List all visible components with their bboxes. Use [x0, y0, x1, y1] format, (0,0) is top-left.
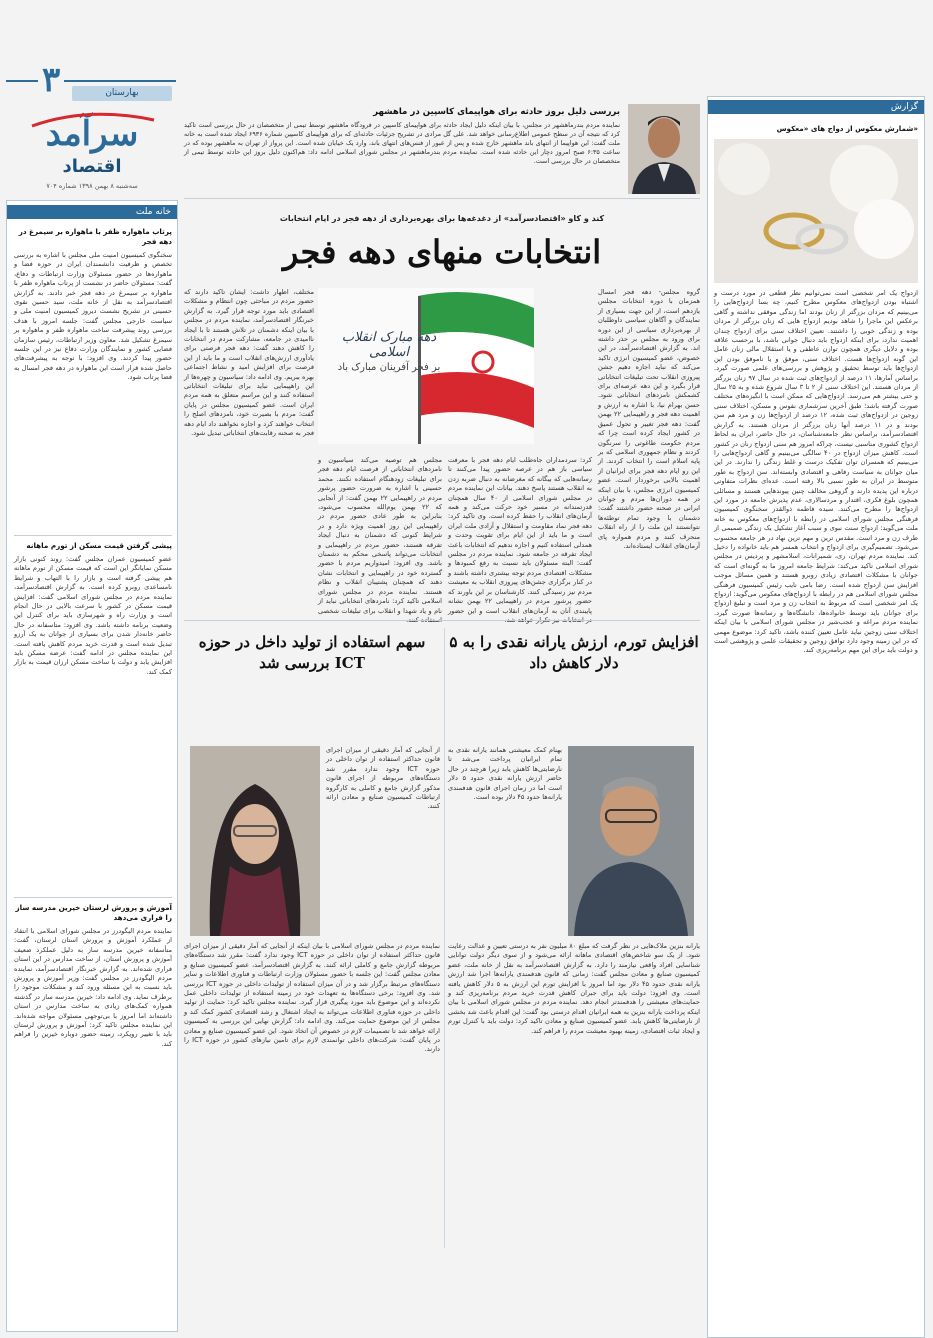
subsidy-photo [568, 746, 694, 936]
brand-logo [8, 108, 176, 198]
news-brief-tag: خانه ملت [135, 207, 171, 217]
main-kicker: کند و کاو «اقتصادسرآمد» از دغدغه‌ها برای بهره‌برداری از دهه فجر در ایام انتخابات [279, 214, 605, 223]
brief-divider-2 [14, 897, 172, 898]
top-story-divider [184, 198, 700, 199]
portrait-image [568, 746, 694, 936]
main-headline: انتخابات منهای دهه فجر [282, 233, 602, 271]
brief-body-2: عضو کمیسیون عمران مجلس گفت: روند کنونی بازار مسکن نمایانگر این است که قیمت مسکن از تورم ماهانه هم پیشی گرفته است و بازار را با التهاب و شرایط نامساعدی روبرو کرده است. به گزارش اقتصادسرآمد، نماینده مردم در مجلس شورای اسلامی گفت: افزایش قیمت مسکن در کشور با سرعت بالایی در حال انجام است و وزارت راه و شهرسازی باید برای کنترل این وضعیت برنامه داشته باشد. وی افزود: متاسفانه در حال حاضر خانه‌دار شدن برای بسیاری از جوانان به یک آرزو تبدیل شده است و قدرت خرید مردم کاهش یافته است. این نماینده مجلس در ادامه گفت: عرضه مسکن باید افزایش یابد و دولت با ساخت مسکن ارزان قیمت به بازار کمک کند. [14, 555, 172, 676]
ict-headline: سهم استفاده از تولید داخل در حوزه ICT بررسی شد [198, 633, 426, 672]
ict-photo [190, 746, 320, 936]
report-header [708, 100, 924, 114]
brief-title-2: پیشی گرفتن قیمت مسکن از تورم ماهانه [26, 541, 172, 550]
top-story [184, 104, 700, 196]
portrait-image [628, 104, 700, 194]
brand-sub: اقتصاد [62, 156, 122, 177]
section-tag: بهارستان [72, 86, 172, 101]
subsidy-body: یارانه بنزین ملاک‌هایی در نظر گرفت که مبلغ ۸۰ میلیون نفر به درستی تعیین و عدالت رعایت شود. از یک سو شاخص‌های اقتصادی ماهانه ارائه می‌شود و از سوی دیگر دولت توانایی شناسایی افراد واقعی نیازمند را دارد. به گزارش اقتصادسرآمد به نقل از خانه ملت، عضو کمیسیون صنایع و معادن مجلس گفت: زمانی که قانون هدفمندی یارانه‌ها اجرا شد ارزش یارانه نقدی حدود ۴۵ دلار بود اما امروز با افزایش تورم این ارزش به ۵ دلار کاهش یافته است. وی افزود: دولت باید برای جبران کاهش قدرت خرید مردم برنامه‌ریزی کند و حمایت‌های معیشتی را هدفمند‌تر انجام دهد. نماینده مردم در مجلس شورای اسلامی با بیان اینکه پرداخت یارانه بنزین به همه ایرانیان اقدام درستی بود گفت: این اقدام باعث شد بخشی از نارضایتی‌ها کاهش یابد. عضو کمیسیون صنایع و معادن تاکید کرد: دولت باید با کنترل تورم و ایجاد ثبات اقتصادی، زمینه بهبود معیشت مردم را فراهم کند. [448, 942, 701, 1035]
report-title: شمارش معکوس از دواج های «معکوس» [776, 124, 918, 133]
report-body: ازدواج یک امر شخصی است نمی‌توانیم نظر قطعی در مورد درست و اشتباه بودن ازدواج‌های معکوس مطرح کنیم، چه بسا ازدواج‌هایی را می‌بینیم که مردان بزرگتر از زنان بودند اما زندگی موفقی نداشته و گاهی برعکس این ماجرا را شاهد بودیم ازدواج هایی که زنان بزرگتر از مردان بوده و زندگی خوبی را داشتند. تعیین اختلاف سنی برای ازدواج چندان اهمیت ندارد، برای اینکه ازدواج باید دنبال جوانی باشد، با برحسب علاقه بوده و دلایل دیگری همچون توازن عاطفی و یا استقلال مالی زنان عامل این گونه ازدواج‌ها هست. اختلاف سنی، موفق و یا ناموفق بودن این ازدواج‌ها باید توسط تحقیق و پژوهش و بررسی‌های علمی صورت گیرد. براساس آمارها، ۱۱ درصد از ازدواج‌های ثبت شده در سال ۹۷ زنان بزرگتر از مردان هستند. این اختلاف سنی از ۲ تا ۳ سال شروع شده و به ۲۵ سال و حتی بیشتر هم می‌رسد. ازدواج‌هایی که ممکن است با انگیزه‌های مختلف صورت گرفته باشد؛ طبق آخرین سرشماری نفوس و مسکن، اختلاف سنی زوجین در ازدواج‌های ثبت شده، ۱۲ درصد از ازدواج‌ها زن و مرد هم سن بودند و در ۱۱ درصد آنها زنان بزرگتر از مردان هستند. به گزارش اقتصادسرآمد، براساس نظر جامعه‌شناسان، در حال حاضر، ایران به لحاظ ازدواج کشوری مناسبی نیست، چراکه امروز هم سنی ازدواج زنان در کشور است. کاهش میزان ازدواج در ۴۰ سالگی می‌بینیم و گاهی ازدواج‌هایی را می‌بینیم که همسران توان تفکیک درست و غلط زندگی را ندارند. در این میان جوانان به سیاست رفاهی و اقتصادی وابسته‌اند. سن ازدواج به طور متوسط در ایران به طور نسبی بالا رفته است. عده‌ای نظرات متفاوتی درباره این پدیده دارند و گروهی مخالف چنین پیوندهایی هستند و مسائلی همچون بلوغ فکری، اقتدار و مردسالاری، عدم پذیرش جامعه در مورد این ازدواج‌ها را مطرح می‌کنند. سیده فاطمه ذوالقدر سخنگوی کمیسیون فرهنگی مجلس شورای اسلامی در رابطه با ازدواج‌های معکوس به خانه ملت می‌گوید: ازدواج سنت نبوی و سبب آغاز تشکیل یک زندگی صمیمی از طرف زن و مرد است. مقدس ترین و مهم ترین نهاد در هر جامعه محسوب می‌شود. تصمیم‌گیری برای ازدواج و انتخاب همسر هم باید خانواده را دخیل کند. نماینده مردم تهران، ری، شمیرانات، اسلامشهر و پردیس در مجلس شورای اسلامی تاکید می‌کند: شرایط جامعه امروز ما به گونه‌ای است که جوانان با مشکلات اقتصادی زیادی روبرو هستند و همین مسائل موجب افزایش سن ازدواج شده است. رضا بامی نایب رئیس کمیسیون فرهنگی مجلس شورای اسلامی هم در رابطه با ازدواج‌های معکوس می‌گوید: ازدواج یک امر شخصی است که مربوط به انتخاب زن و مرد است و تبلیغ ازدواج برای جوانان باید توسط خانواده‌ها، دانشگاه‌ها و رسانه‌ها صورت گیرد. نماینده مردم مراغه و عجب‌شیر در مجلس شورای اسلامی با بیان اینکه اختلاف سنی زوجین نباید عامل تعیین کننده باشد، تاکید کرد: موضوع مهمی که در این زمینه وجود دارد توافق زوجین و تحقیقات علمی و پژوهشی است و دولت باید برای این مهم برنامه‌ریزی کند. [714, 289, 919, 655]
report-tag: گزارش [890, 102, 918, 112]
brief-title-1: پرتاب ماهواره ظفر با ماهواره بر سیمرغ در دهه فجر [18, 227, 172, 246]
news-brief-column [6, 200, 178, 1332]
news-brief-header [7, 205, 177, 219]
banner-line-2: بر فجر آفرینان مبارک باد [337, 362, 441, 373]
top-story-title: بررسی دلیل بروز حادثه برای هواپیمای کاسپین در ماهشهر [373, 107, 620, 117]
brand-swoosh-icon [28, 110, 158, 130]
main-col-4b [184, 456, 312, 614]
main-col-1: گروه مجلس- دهه فجر امسال همزمان با دوره انتخابات مجلس یازدهم است، از این جهت بسیاری از نمایندگان و آگاهان سیاسی داوطلبان از بهره‌برداری سیاسی از این دوره برای ورود به مجلس بر حذر داشته اند. به گزارش اقتصادسرآمد، در این خصوص، عضو کمیسیون انرژی تاکید می‌کند که نباید اجازه دهیم جشن پیروزی انقلاب تحت تبلیغات انتخاباتی قرار بگیرد و این دهه عرصه‌ای برای کشمکش نامزدهای انتخاباتی شود. حسن بهرام نیا، با اشاره به ارزش و اهمیت دهه فجر و راهپیمایی ۲۲ بهمن گفت: دهه فجر تغییر و تحول عمیق در کشور ایجاد کرده است چرا که مردم حکومت طاغوتی را سرنگون کردند و نظام جمهوری اسلامی که بر پایه اسلام است را انتخاب کردند. از این رو ایام دهه فجر برای ایرانیان از اهمیت بالایی برخوردار است. عضو کمیسیون انرژی مجلس، با بیان اینکه در همه دوران‌ها مردم و جوانان ایرانی در صحنه حضور داشتند گفت: دشمنان با وجود تمام توطئه‌ها نتوانستند این ملت را از راه انقلاب منحرف کنند و مردم همواره پای آرمان‌های انقلاب ایستاده‌اند. [598, 288, 700, 550]
subsidy-headline: افزایش تورم، ارزش یارانه نقدی را به ۵ دلار کاهش داد [449, 633, 699, 672]
brand-name: سرآمد [45, 114, 139, 154]
main-banner [318, 288, 534, 444]
report-column [707, 96, 925, 1338]
ict-body: نماینده مردم در مجلس شورای اسلامی با بیان اینکه از آنجایی که آمار دقیقی از میزان اجرای قانون حداکثر استفاده از توان داخلی در حوزه ICT وجود ندارد گفت: مقرر شد دستگاه‌های مربوطه گزارش جامع و کاملی ارائه کنند. به گزارش اقتصادسرآمد، عضو کمیسیون صنایع و معادن مجلس گفت: این جلسه با حضور مسئولان وزارت ارتباطات و فناوری اطلاعات و سایر دستگاه‌های مرتبط برگزار شد و در آن میزان استفاده از تولیدات داخلی در حوزه ICT بررسی شد. وی افزود: برخی دستگاه‌ها به تعهدات خود در زمینه استفاده از تولیدات داخلی عمل نکرده‌اند و این موضوع باید مورد پیگیری قرار گیرد. نماینده مجلس تاکید کرد: حمایت از تولید داخلی در حوزه فناوری اطلاعات می‌تواند به ایجاد اشتغال و رشد اقتصادی کشور کمک کند و مجلس از این موضوع حمایت می‌کند. وی ادامه داد: گزارش نهایی این بررسی به کمیسیون ارائه خواهد شد تا تصمیمات لازم در خصوص آن اتخاذ شود. این عضو کمیسیون صنایع و معادن در پایان گفت: شرکت‌های داخلی توانمندی لازم برای تامین نیازهای کشور در حوزه ICT را دارند. [184, 942, 440, 1054]
main-col-4: مختلف، اظهار داشت: ایشان تاکید دارند که حضور مردم در مباحثی چون انتظام و مشکلات اقتصادی باید مورد توجه قرار گیرد. به گزارش خبرنگار اقتصادسرآمد، نماینده مردم در مجلس با بیان اینکه دشمنان در تلاش هستند تا با ایجاد ناامیدی در جامعه، مشارکت مردم در انتخابات را کاهش دهند گفت: دهه فجر فرصتی برای یادآوری ارزش‌های انقلاب است و ما باید از این فرصت برای افزایش امید و نشاط اجتماعی بهره ببریم. وی ادامه داد: سیاسیون و چهره‌ها از این راهپیمایی نباید برای تبلیغات انتخاباتی استفاده کنند و این مراسم متعلق به همه مردم ایران است. عضو کمیسیون مجلس در پایان گفت: مردم با بصیرت خود، نامزدهای اصلح را انتخاب خواهند کرد و اجازه نخواهند داد ایام دهه فجر به صحنه رقابت‌های انتخاباتی تبدیل شود. [184, 288, 314, 438]
top-story-body: نماینده مردم بندرماهشهر در مجلس، با بیان اینکه دلیل ایجاد حادثه برای هواپیمای کاسپین در فرودگاه ماهشهر توسط تیمی از متخصصان در حال بررسی است تاکید کرد که نتیجه آن در سطح عمومی اطلاع‌رسانی خواهد شد. علی گل مرادی در تشریح جزئیات حادثه‌ای که برای هواپیمای کاسپین شماره ۶۹۳۶ ایجاد شده است به خانه ملت گفت: این هواپیما از انتهای باند ماهشهر خارج شده و پس از عبور از فنس‌های انتهای باند، وارد یک خیابان شده است. این پرواز از تهران به ماهشهر بوده که در ساعت ۶:۳۵ صبح امروز دچار این حادثه شده است. نماینده مردم بندرماهشهر در مجلس شورای اسلامی ادامه داد: هم‌اکنون دلیل بروز این حادثه توسط تیمی از متخصصان در حال بررسی است. [184, 121, 621, 166]
main-col-2: کرد: سردمداران جاه‌طلب ایام دهه فجر با معرفت سیاسی باز هم در عرصه حضور پیدا می‌کنند تا رسانه‌هایی که بیگانه که مغرضانه به دنبال ضربه زدن به انقلاب هستند پاسخ دهند. بیانات این نماینده مردم در مجلس شورای اسلامی از ۴۰ سال همچنان قدرتمندانه در مسیر خود حرکت می‌کند و همه آرمان‌های انقلاب را حفظ کرده است. وی تاکید کرد: دهه فجر نماد مقاومت و استقلال و آزادی ملت ایران است و ما باید از این ایام برای تقویت وحدت و همدلی استفاده کنیم و اجازه ندهیم که انتخابات باعث ایجاد تفرقه در جامعه شود. نماینده مردم در مجلس گفت: البته مسئولان باید نسبت به رفع کمبودها و مشکلات اقتصادی مردم توجه بیشتری داشته باشند و در کنار برگزاری جشن‌های پیروزی انقلاب به معیشت مردم نیز رسیدگی کنند. کارشناسان بر این باورند که حضور پرشور مردم در راهپیمایی ۲۲ بهمن نشانه پایبندی آنان به آرمان‌های انقلاب است و این حضور [448, 456, 593, 615]
header-rule [6, 80, 176, 82]
main-col-1b [540, 288, 592, 448]
page-number: ۳ [38, 60, 64, 100]
wedding-rings-image [714, 139, 918, 283]
brief-body-1: سخنگوی کمیسیون امنیت ملی مجلس با اشاره به بررسی تخصص و ظرفیت دانشمندان ایران در حوزه فضا و ماهواره‌ها در حضور مسئولان وزارت ارتباطات و دفاع، گفت: مسئولان حاضر در نشست از پرتاب ماهواره ظفر با ماهواره بر سیمرغ در دهه فجر خبر دادند. به گزارش اقتصادسرآمد به نقل از خانه ملت، سید حسین نقوی حسینی در تشریح نشست دیروز کمیسیون امنیت ملی و سیاست خارجی مجلس گفت: جلسه امروز با هدف بررسی روند پیشرفت ساخت ماهواره ظفر و ماهواره بر سیمرغ تشکیل شد. معاون وزیر ارتباطات، رئیس سازمان فضایی کشور و نمایندگان وزارت دفاع نیز در این جلسه حضور پیدا کردند. وی افزود: با توجه به پیشرفت‌های حاصل شده قرار است این ماهواره در دهه فجر امسال به فضا پرتاب شود. [14, 251, 172, 382]
page-number-area [6, 60, 176, 100]
brief-divider-1 [14, 535, 172, 536]
report-photo [714, 139, 918, 283]
main-divider [184, 620, 700, 621]
top-story-photo [628, 104, 700, 194]
banner-line-1: دهه مبارک انقلاب اسلامی [341, 330, 437, 360]
subsidy-intro: بهنام کمک معیشتی همانند یارانه نقدی به تمام ایرانیان پرداخت می‌شد تا نارضایتی‌ها کاهش یابد زیرا هرچند در حال حاضر ارزش یارانه نقدی حدود ۵ دلار است اما در زمان اجرای قانون هدفمندی یارانه‌ها حدود ۴۵ دلار بوده است. [448, 746, 562, 802]
ict-intro: از آنجایی که آمار دقیقی از میزان اجرای قانون حداکثر استفاده از توان داخلی در حوزه ICT وجود ندارد مقرر شد دستگاه‌های مربوطه از اجرای قانون مذکور گزارش جامع و کاملی به کارگروه ارتباطات کمیسیون صنایع و معادن ارائه کنند. [326, 746, 440, 811]
bottom-column-separator [444, 628, 445, 1248]
portrait-image [190, 746, 320, 936]
brief-title-3: آموزش و پرورش لرستان خیرین مدرسه ساز را فراری می‌دهد [15, 903, 172, 922]
issue-date: سه‌شنبه ۸ بهمن ۱۳۹۸ شماره ۷۰۴ [46, 182, 138, 190]
brief-body-3: نماینده مردم الیگودرز در مجلس شورای اسلامی با انتقاد از عملکرد آموزش و پرورش استان لرستان، گفت: متأسفانه خیرین مدرسه ساز به دلیل عملکرد ضعیف آموزش و پرورش استان، از ساخت مدارس در این استان فراری شده‌اند. به گزارش خبرنگار اقتصادسرآمد، نماینده مردم الیگودرز در مجلس گفت: وزیر آموزش و پرورش باید نسبت به این مسئله ورود کند و مشکلات موجود را برطرف نماید. وی ادامه داد: خیرین مدرسه ساز در گذشته همواره کمک‌های زیادی به ساخت مدارس در استان داشته‌اند اما امروز با بی‌توجهی مسئولان مواجه شده‌اند. این نماینده مجلس تاکید کرد: آموزش و پرورش لرستان باید با تغییر رویکرد، زمینه حضور دوباره خیرین را فراهم کند. [14, 927, 172, 1048]
main-col-3: مجلس هم توصیه می‌کند سیاسیون و نامزدهای انتخاباتی از فرصت ایام دهه فجر برای تبلیغات زودهنگام استفاده نکنند. محمد حسینی با اشاره به ضرورت حضور پرشور مردم در راهپیمایی ۲۲ بهمن گفت: از آنجایی که ۲۲ بهمن یوم‌الله محسوب می‌شود، بنابراین به طور عادی حضور مردم در راهپیمایی این روز اهمیت ویژه دارد و در شرایط کنونی که دشمنان به دنبال ایجاد تفرقه هستند، حضور مردم در راهپیمایی و انتخابات می‌تواند پاسخی محکم به دشمنان باشد. وی افزود: امیدواریم مردم با حضور گسترده خود در راهپیمایی و انتخابات نشان دهند که همچنان پشتیبان انقلاب و نظام هستند. نماینده مردم در مجلس شورای اسلامی تاکید کرد: نامزدهای انتخاباتی نباید از نام و یاد شهدا و انقلاب برای تبلیغات شخصی [318, 456, 443, 615]
